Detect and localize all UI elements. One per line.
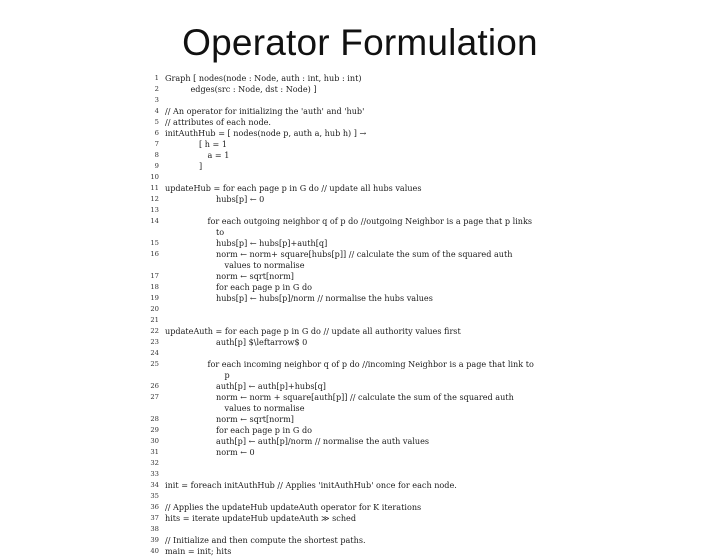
code-line	[145, 238, 585, 249]
line-number: 25	[150, 360, 159, 368]
code-line	[145, 414, 585, 425]
code-line	[145, 282, 585, 293]
line-number: 34	[150, 481, 159, 489]
line-number: 24	[150, 349, 159, 357]
code-line	[145, 139, 585, 150]
code-line	[145, 502, 585, 513]
code-line	[145, 524, 585, 535]
line-number: 23	[150, 338, 159, 346]
code-line	[145, 403, 585, 414]
code-text: hubs[p] ← 0	[216, 194, 265, 204]
code-text: init = foreach initAuthHub // Applies 'initAuthHub' once for each node.	[165, 480, 457, 490]
code-line	[145, 315, 585, 326]
code-line	[145, 216, 585, 227]
line-number: 29	[150, 426, 159, 434]
code-line	[145, 205, 585, 216]
line-number: 11	[150, 184, 159, 192]
line-number: 5	[154, 118, 159, 126]
code-line	[145, 260, 585, 271]
code-text: Graph [ nodes(node : Node, auth : int, hub : int)	[165, 73, 362, 83]
code-line	[145, 227, 585, 238]
line-number: 13	[150, 206, 159, 214]
code-line	[145, 95, 585, 106]
line-number: 39	[150, 536, 159, 544]
code-text: norm ← norm+ square[hubs[p]] // calculate the sum of the squared auth	[216, 249, 513, 259]
line-number: 37	[150, 514, 159, 522]
line-number: 18	[150, 283, 159, 291]
code-line	[145, 249, 585, 260]
code-text: auth[p] ← auth[p]+hubs[q]	[216, 381, 326, 391]
line-number: 17	[150, 272, 159, 280]
line-number: 10	[150, 173, 159, 181]
code-line	[145, 392, 585, 403]
code-text: norm ← sqrt[norm]	[216, 271, 294, 281]
code-text: a = 1	[207, 150, 230, 160]
code-line	[145, 172, 585, 183]
code-text: values to normalise	[224, 403, 305, 413]
code-line	[145, 304, 585, 315]
code-text: // Initialize and then compute the shortest paths.	[165, 535, 366, 545]
code-line	[145, 150, 585, 161]
code-line	[145, 293, 585, 304]
code-line	[145, 546, 585, 557]
code-text: hits = iterate updateHub updateAuth ≫ sched	[165, 513, 356, 523]
code-line	[145, 117, 585, 128]
code-text: edges(src : Node, dst : Node) ]	[190, 84, 317, 94]
code-text: for each page p in G do	[216, 425, 313, 435]
line-number: 32	[150, 459, 159, 467]
code-line	[145, 381, 585, 392]
code-line	[145, 425, 585, 436]
code-line	[145, 491, 585, 502]
line-number: 14	[150, 217, 159, 225]
code-text: p	[224, 370, 230, 380]
code-line	[145, 271, 585, 282]
line-number: 3	[154, 96, 159, 104]
code-text: norm ← sqrt[norm]	[216, 414, 294, 424]
code-text: // attributes of each node.	[165, 117, 271, 127]
code-line	[145, 73, 585, 84]
line-number: 9	[154, 162, 159, 170]
code-text: norm ← norm + square[auth[p]] // calculate the sum of the squared auth	[216, 392, 514, 402]
code-line	[145, 161, 585, 172]
code-text: hubs[p] ← hubs[p]/norm // normalise the hubs values	[216, 293, 433, 303]
line-number: 15	[150, 239, 159, 247]
code-text: // Applies the updateHub updateAuth operator for K iterations	[165, 502, 422, 512]
code-text: updateHub = for each page p in G do // update all hubs values	[165, 183, 422, 193]
code-text: values to normalise	[224, 260, 305, 270]
code-line	[145, 84, 585, 95]
line-number: 2	[154, 85, 159, 93]
code-text: norm ← 0	[216, 447, 255, 457]
code-line	[145, 326, 585, 337]
line-number: 21	[150, 316, 159, 324]
line-number: 8	[154, 151, 159, 159]
code-text: auth[p] $\leftarrow$ 0	[216, 337, 308, 347]
line-number: 35	[150, 492, 159, 500]
line-number: 30	[150, 437, 159, 445]
code-text: for each outgoing neighbor q of p do //outgoing Neighbor is a page that p links	[207, 216, 533, 226]
code-text: [ h = 1	[199, 139, 228, 149]
code-text: // An operator for initializing the 'auth' and 'hub'	[165, 106, 365, 116]
code-text: to	[216, 227, 225, 237]
code-text: hubs[p] ← hubs[p]+auth[q]	[216, 238, 328, 248]
code-text: for each incoming neighbor q of p do //incoming Neighbor is a page that link to	[207, 359, 534, 369]
code-line	[145, 348, 585, 359]
line-number: 28	[150, 415, 159, 423]
code-line	[145, 458, 585, 469]
line-number: 20	[150, 305, 159, 313]
line-number: 1	[154, 74, 159, 82]
code-text: initAuthHub = [ nodes(node p, auth a, hub h) ] →	[165, 128, 367, 138]
code-line	[145, 447, 585, 458]
line-number: 12	[150, 195, 159, 203]
line-number: 22	[150, 327, 159, 335]
code-line	[145, 370, 585, 381]
code-line	[145, 359, 585, 370]
line-number: 33	[150, 470, 159, 478]
code-text: for each page p in G do	[216, 282, 313, 292]
code-line	[145, 128, 585, 139]
code-text: auth[p] ← auth[p]/norm // normalise the auth values	[216, 436, 430, 446]
line-number: 38	[150, 525, 159, 533]
line-number: 19	[150, 294, 159, 302]
code-text: main = init; hits	[165, 546, 232, 556]
code-line	[145, 194, 585, 205]
code-text: updateAuth = for each page p in G do // update all authority values first	[165, 326, 461, 336]
code-line	[145, 436, 585, 447]
line-number: 26	[150, 382, 159, 390]
code-line	[145, 469, 585, 480]
code-text: ]	[199, 161, 203, 171]
code-line	[145, 513, 585, 524]
line-number: 31	[150, 448, 159, 456]
line-number: 36	[150, 503, 159, 511]
line-number: 16	[150, 250, 159, 258]
code-line	[145, 535, 585, 546]
line-number: 40	[150, 547, 159, 555]
code-line	[145, 183, 585, 194]
code-line	[145, 480, 585, 491]
line-number: 27	[150, 393, 159, 401]
slide-title: Operator Formulation	[182, 22, 538, 63]
line-number: 4	[154, 107, 159, 115]
code-line	[145, 106, 585, 117]
line-number: 6	[154, 129, 159, 137]
line-number: 7	[154, 140, 159, 148]
code-line	[145, 337, 585, 348]
